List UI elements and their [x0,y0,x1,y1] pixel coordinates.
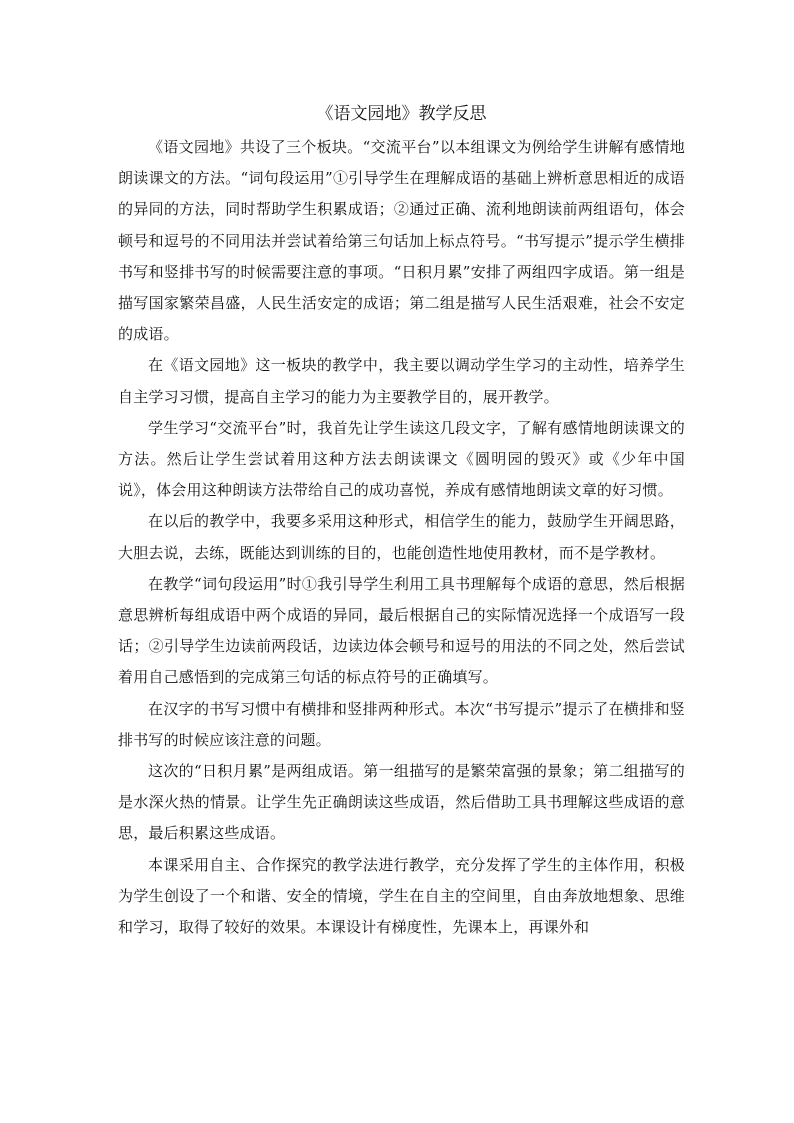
paragraph-2: 在《语文园地》这一板块的教学中，我主要以调动学生学习的主动性，培养学生自主学习习惯，提高自主学习的能力为主要教学目的，展开教学。 [118,356,685,406]
document-title: 《语文园地》教学反思 [316,104,487,124]
paragraph-4: 在以后的教学中，我要多采用这种形式，相信学生的能力，鼓励学生开阔思路，大胆去说，去练，既能达到训练的目的，也能创造性地使用教材，而不是学教材。 [118,512,685,562]
document-page [118,102,685,943]
paragraph-1: 《语文园地》共设了三个板块。“交流平台”以本组课文为例给学生讲解有感情地朗读课文的方法。“词句段运用”①引导学生在理解成语的基础上辨析意思相近的成语的异同的方法，同时帮助学生积累成语；②通过正确、流利地朗读前两组语句，体会顿号和逗号的不同用法并尝试着给第三句话加上标点符号。“书写提示”提示学生横排书写和竖排书写的时候需要注意的事项。“日积月累”安排了两组四字成语。第一组是描写国家繁荣昌盛，人民生活安定的成语；第二组是描写人民生活艰难，社会不安定的成语。 [118,138,685,344]
paragraph-5: 在教学“词句段运用”时①我引导学生利用工具书理解每个成语的意思，然后根据意思辨析每组成语中两个成语的异同，最后根据自己的实际情况选择一个成语写一段话；②引导学生边读前两段话，边读边体会顿号和逗号的用法的不同之处，然后尝试着用自己感悟到的完成第三句话的标点符号的正确填写。 [118,574,685,687]
paragraph-3: 学生学习“交流平台”时，我首先让学生读这几段文字，了解有感情地朗读课文的方法。然后让学生尝试着用这种方法去朗读课文《圆明园的毁灭》或《少年中国说》，体会用这种朗读方法带给自己的成功喜悦，养成有感情地朗读文章的好习惯。 [118,418,685,500]
paragraph-8: 本课采用自主、合作探究的教学法进行教学，充分发挥了学生的主体作用，积极为学生创设了一个和谐、安全的情境，学生在自主的空间里，自由奔放地想象、思维和学习，取得了较好的效果。本课设计有梯度性，先课本上，再课外和 [118,855,685,937]
paragraph-6: 在汉字的书写习惯中有横排和竖排两种形式。本次“书写提示”提示了在横排和竖排书写的时候应该注意的问题。 [118,699,685,749]
paragraph-7: 这次的“日积月累”是两组成语。第一组描写的是繁荣富强的景象；第二组描写的是水深火热的情景。让学生先正确朗读这些成语，然后借助工具书理解这些成语的意思，最后积累这些成语。 [118,762,685,843]
